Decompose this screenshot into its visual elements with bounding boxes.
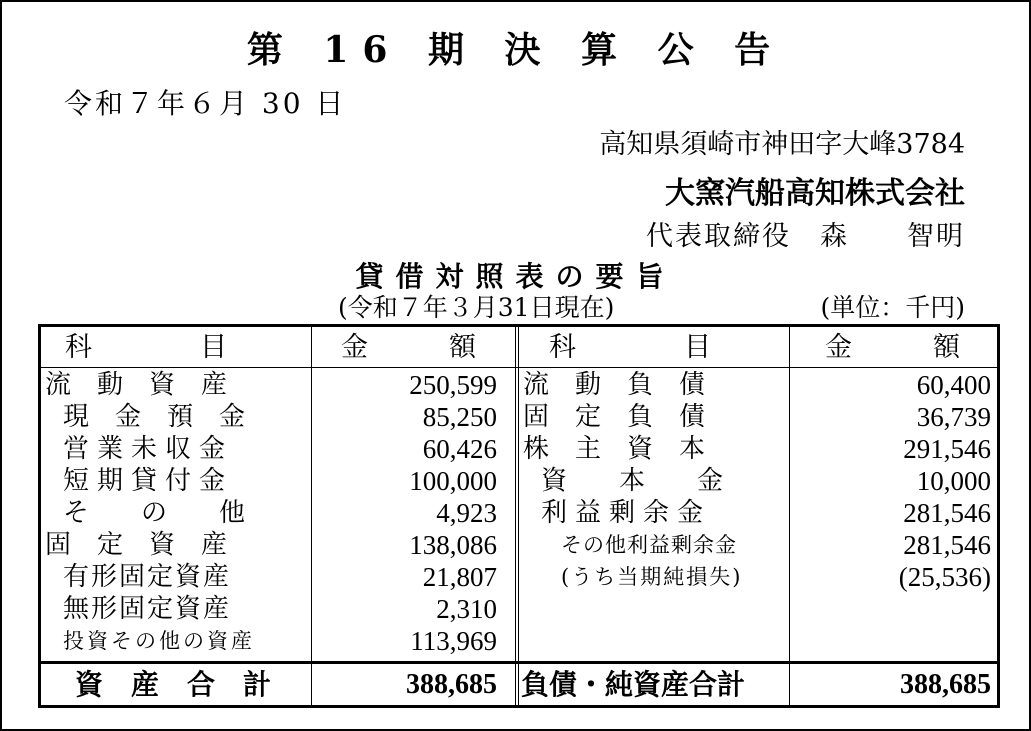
liability-label: 利益剰余金 — [541, 498, 712, 528]
asset-value: 60,426 — [422, 434, 497, 464]
notice-title: 第 16 期 決 算 公 告 — [246, 29, 785, 71]
asset-value: 138,086 — [409, 530, 497, 560]
liability-value: 281,546 — [903, 498, 991, 528]
right-amount-header: 金 額 — [825, 332, 960, 363]
header-divider — [41, 367, 997, 368]
liability-value: 36,739 — [916, 402, 991, 432]
liability-value: 60,400 — [916, 370, 991, 400]
asset-label: 投資その他の資産 — [63, 629, 255, 653]
notice-date: 令和７年６月 30 日 — [64, 87, 347, 120]
company-address: 高知県須崎市神田字大峰3784 — [599, 129, 965, 160]
left-amount-header: 金 額 — [341, 332, 476, 363]
liability-value: 291,546 — [903, 434, 991, 464]
column-divider — [311, 327, 312, 705]
asset-value: 4,923 — [436, 498, 497, 528]
asset-value: 85,250 — [422, 402, 497, 432]
liability-value: (25,536) — [898, 562, 991, 592]
asset-label: 無形固定資産 — [63, 594, 232, 624]
asset-label: そ の 他 — [63, 498, 246, 528]
balance-sheet-title: 貸借対照表の要旨 — [355, 260, 676, 293]
asset-label: 営業未収金 — [63, 434, 234, 464]
left-item-header: 科 目 — [65, 332, 227, 363]
right-item-header: 科 目 — [549, 332, 711, 363]
unit-label: (単位：千円) — [820, 293, 965, 322]
balance-sheet-table — [38, 324, 1000, 708]
asset-value: 21,807 — [422, 562, 497, 592]
liability-label: その他利益剰余金 — [561, 533, 737, 557]
asset-value: 100,000 — [409, 466, 497, 496]
column-divider — [789, 327, 790, 705]
as-of-date: (令和７年３月31日現在) — [338, 293, 615, 322]
total-liabilities-label: 負債・純資産合計 — [521, 668, 746, 701]
liability-label: 固 定 負 債 — [523, 402, 706, 432]
asset-label: 固 定 資 産 — [45, 530, 228, 560]
asset-value: 250,599 — [409, 370, 497, 400]
liability-value: 10,000 — [916, 466, 991, 496]
liability-value: 281,546 — [903, 530, 991, 560]
asset-value: 113,969 — [410, 626, 497, 656]
center-divider — [515, 327, 519, 705]
liability-label: 流 動 負 債 — [523, 370, 706, 400]
representative: 代表取締役 森 智明 — [646, 221, 965, 252]
total-assets-value: 388,685 — [406, 669, 497, 700]
company-name: 大窯汽船高知株式会社 — [665, 176, 965, 211]
liability-label: 資 本 金 — [541, 466, 724, 496]
asset-label: 有形固定資産 — [63, 562, 232, 592]
total-liabilities-value: 388,685 — [900, 669, 991, 700]
liability-label: (うち当期純損失) — [561, 565, 743, 589]
asset-value: 2,310 — [436, 594, 497, 624]
total-assets-label: 資 産 合 計 — [75, 668, 272, 701]
asset-label: 短期貸付金 — [63, 466, 234, 496]
asset-label: 現 金 預 金 — [63, 402, 246, 432]
liability-label: 株 主 資 本 — [523, 434, 706, 464]
asset-label: 流 動 資 産 — [45, 370, 228, 400]
